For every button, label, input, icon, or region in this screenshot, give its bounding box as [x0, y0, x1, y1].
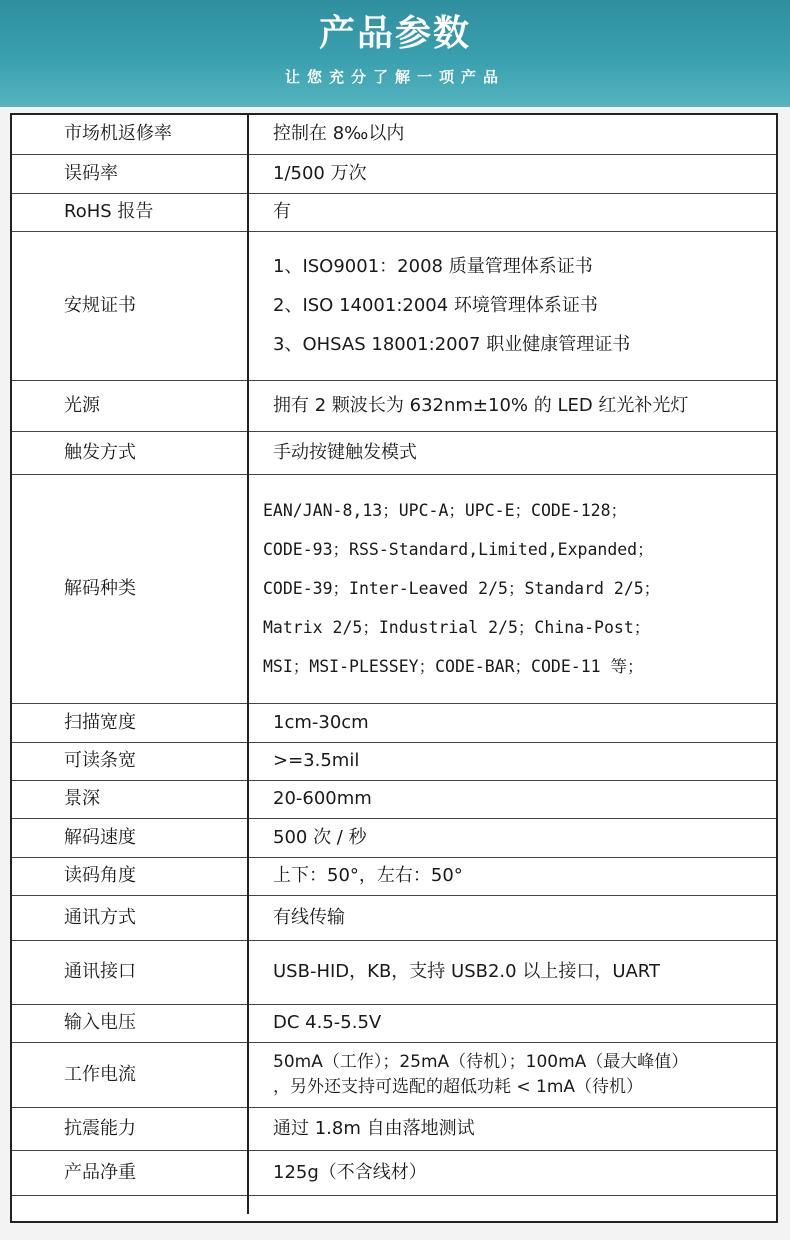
- spec-value-line: Matrix 2/5；Industrial 2/5；China-Post；: [263, 618, 651, 637]
- spec-value-line: 1/500 万次: [273, 162, 367, 184]
- spec-label: 安规证书: [12, 231, 248, 380]
- spec-label: 光源: [12, 380, 248, 431]
- spec-row: [12, 193, 776, 231]
- spec-value: [248, 857, 776, 895]
- spec-row: [12, 857, 776, 895]
- spec-label: 通讯接口: [12, 940, 248, 1004]
- spec-label: 解码种类: [12, 474, 248, 703]
- spec-value-line: 有线传输: [273, 906, 345, 928]
- spec-row-empty: [12, 1195, 776, 1214]
- spec-row: [12, 818, 776, 857]
- spec-value-line: 50mA（工作）；25mA（待机）；100mA（最大峰值）: [273, 1051, 689, 1072]
- spec-label: 解码速度: [12, 818, 248, 857]
- spec-row: [12, 115, 776, 154]
- spec-value: [248, 154, 776, 193]
- spec-label: 通讯方式: [12, 895, 248, 940]
- spec-row: [12, 1107, 776, 1150]
- spec-value: [248, 703, 776, 742]
- spec-label: 可读条宽: [12, 742, 248, 780]
- spec-label: 触发方式: [12, 431, 248, 474]
- spec-label: 输入电压: [12, 1004, 248, 1042]
- spec-value-line: CODE-93；RSS-Standard,Limited,Expanded；: [263, 540, 654, 559]
- spec-value-line: CODE-39；Inter-Leaved 2/5；Standard 2/5；: [263, 579, 661, 598]
- spec-value-line: 3、OHSAS 18001:2007 职业健康管理证书: [273, 334, 631, 355]
- spec-value: [248, 1042, 776, 1107]
- spec-value-line: DC 4.5-5.5V: [273, 1012, 382, 1033]
- spec-label: 读码角度: [12, 857, 248, 895]
- page-title: 产品参数: [318, 13, 471, 54]
- spec-row: [12, 742, 776, 780]
- spec-value: [248, 780, 776, 818]
- spec-sheet: [10, 113, 778, 1223]
- spec-value: [248, 431, 776, 474]
- spec-label: RoHS 报告: [12, 193, 248, 231]
- spec-table: [12, 115, 776, 1214]
- empty-cell: [12, 1195, 248, 1214]
- spec-value: [248, 1150, 776, 1195]
- spec-value-line: USB-HID，KB，支持 USB2.0 以上接口，UART: [273, 961, 660, 982]
- header-banner: [0, 0, 790, 107]
- spec-row: [12, 895, 776, 940]
- spec-value: [248, 1004, 776, 1042]
- empty-cell: [248, 1195, 776, 1214]
- spec-row: [12, 431, 776, 474]
- spec-value: [248, 895, 776, 940]
- spec-value: [248, 231, 776, 380]
- spec-row: [12, 231, 776, 380]
- spec-value-line: 通过 1.8m 自由落地测试: [273, 1117, 475, 1139]
- spec-value-line: 有: [273, 201, 291, 222]
- spec-value: [248, 742, 776, 780]
- spec-label: 抗震能力: [12, 1107, 248, 1150]
- spec-label: 工作电流: [12, 1042, 248, 1107]
- spec-value: [248, 1107, 776, 1150]
- spec-label: 景深: [12, 780, 248, 818]
- spec-value: [248, 115, 776, 154]
- spec-row: [12, 780, 776, 818]
- spec-value-line: 500 次 / 秒: [273, 826, 367, 848]
- spec-value-line: 控制在 8‰以内: [273, 123, 405, 145]
- spec-row: [12, 1042, 776, 1107]
- spec-value-line: 上下：50°，左右：50°: [273, 865, 463, 886]
- spec-label: 扫描宽度: [12, 703, 248, 742]
- spec-label: 产品净重: [12, 1150, 248, 1195]
- spec-row: [12, 154, 776, 193]
- spec-label: 市场机返修率: [12, 115, 248, 154]
- spec-value-line: 125g（不含线材）: [273, 1161, 427, 1183]
- spec-row: [12, 1004, 776, 1042]
- spec-value-line: EAN/JAN-8,13；UPC-A；UPC-E；CODE-128；: [263, 501, 628, 520]
- spec-value-line: ，另外还支持可选配的超低功耗 < 1mA（待机）: [273, 1076, 644, 1097]
- spec-value-line: 1、ISO9001：2008 质量管理体系证书: [273, 256, 593, 277]
- spec-value-line: 1cm-30cm: [273, 711, 369, 733]
- spec-row: [12, 703, 776, 742]
- spec-value-line: 20-600mm: [273, 788, 372, 809]
- spec-value-line: MSI；MSI-PLESSEY；CODE-BAR；CODE-11 等；: [263, 657, 644, 676]
- spec-value: [248, 474, 776, 703]
- spec-value: [248, 380, 776, 431]
- spec-label: 误码率: [12, 154, 248, 193]
- spec-value: [248, 193, 776, 231]
- spec-value-line: 手动按键触发模式: [273, 441, 417, 463]
- spec-value-line: >=3.5mil: [273, 750, 360, 771]
- spec-value-line: 2、ISO 14001:2004 环境管理体系证书: [273, 295, 598, 316]
- spec-value: [248, 818, 776, 857]
- spec-row: [12, 1150, 776, 1195]
- spec-value: [248, 940, 776, 1004]
- page-subtitle: 让您充分了解一项产品: [284, 68, 505, 86]
- spec-row: [12, 474, 776, 703]
- spec-value-line: 拥有 2 颗波长为 632nm±10% 的 LED 红光补光灯: [273, 394, 689, 416]
- spec-row: [12, 940, 776, 1004]
- spec-row: [12, 380, 776, 431]
